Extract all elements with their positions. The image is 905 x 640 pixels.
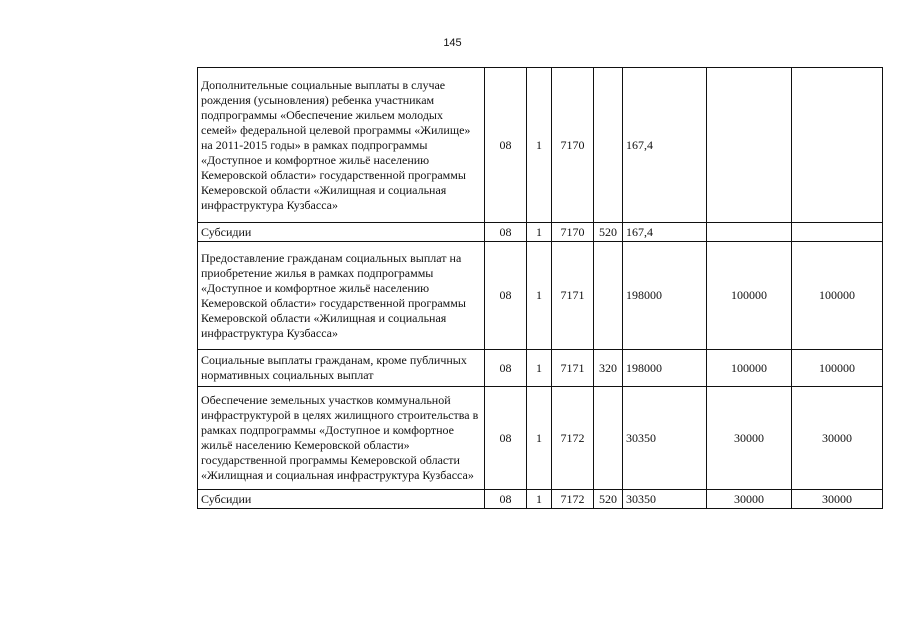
budget-table xyxy=(197,67,883,509)
table-row xyxy=(198,350,883,387)
sum-year-1: 167,4 xyxy=(623,68,707,223)
target-code: 7172 xyxy=(552,490,594,509)
sum-year-2: 100000 xyxy=(707,242,792,350)
target-code: 7172 xyxy=(552,387,594,490)
sum-year-1: 30350 xyxy=(623,387,707,490)
table-row xyxy=(198,387,883,490)
target-code: 7170 xyxy=(552,68,594,223)
expense-type-code xyxy=(594,68,623,223)
sum-year-2: 30000 xyxy=(707,387,792,490)
subsection-code: 1 xyxy=(527,350,552,387)
sum-year-3: 30000 xyxy=(792,490,883,509)
table-row xyxy=(198,242,883,350)
sum-year-1: 198000 xyxy=(623,242,707,350)
expense-type-code: 520 xyxy=(594,490,623,509)
sum-year-3 xyxy=(792,223,883,242)
target-code: 7171 xyxy=(552,350,594,387)
row-name: Социальные выплаты гражданам, кроме публичных нормативных социальных выплат xyxy=(198,350,485,387)
sum-year-2: 100000 xyxy=(707,350,792,387)
target-code: 7171 xyxy=(552,242,594,350)
section-code: 08 xyxy=(485,350,527,387)
row-name: Дополнительные социальные выплаты в случае рождения (усыновления) ребенка участникам подпрограммы «Обеспечение жильем молодых семей» федеральной целевой программы «Жилище» на 2011-2015 годы» в рамках подпрограммы «Доступное и комфортное жильё населению Кемеровской области» государственной программы Кемеровской области «Жилищная и социальная инфраструктура Кузбасса» xyxy=(198,68,485,223)
target-code: 7170 xyxy=(552,223,594,242)
sum-year-3: 30000 xyxy=(792,387,883,490)
page-number: 145 xyxy=(443,37,462,49)
subsection-code: 1 xyxy=(527,68,552,223)
section-code: 08 xyxy=(485,387,527,490)
sum-year-2 xyxy=(707,68,792,223)
table-row xyxy=(198,68,883,223)
expense-type-code xyxy=(594,242,623,350)
section-code: 08 xyxy=(485,68,527,223)
sum-year-1: 198000 xyxy=(623,350,707,387)
sum-year-1: 30350 xyxy=(623,490,707,509)
sum-year-3 xyxy=(792,68,883,223)
subsection-code: 1 xyxy=(527,490,552,509)
expense-type-code: 520 xyxy=(594,223,623,242)
section-code: 08 xyxy=(485,490,527,509)
row-name: Обеспечение земельных участков коммунальной инфраструктурой в целях жилищного строительства в рамках подпрограммы «Доступное и комфортное жильё населению Кемеровской области» государственной программы Кемеровской области «Жилищная и социальная инфраструктура Кузбасса» xyxy=(198,387,485,490)
row-name: Субсидии xyxy=(198,223,485,242)
table-row xyxy=(198,490,883,509)
subsection-code: 1 xyxy=(527,242,552,350)
sum-year-1: 167,4 xyxy=(623,223,707,242)
sum-year-3: 100000 xyxy=(792,350,883,387)
expense-type-code xyxy=(594,387,623,490)
subsection-code: 1 xyxy=(527,387,552,490)
sum-year-3: 100000 xyxy=(792,242,883,350)
table-row xyxy=(198,223,883,242)
row-name: Предоставление гражданам социальных выплат на приобретение жилья в рамках подпрограммы «Доступное и комфортное жильё населению Кемеровской области» государственной программы Кемеровской области «Жилищная и социальная инфраструктура Кузбасса» xyxy=(198,242,485,350)
sum-year-2 xyxy=(707,223,792,242)
row-name: Субсидии xyxy=(198,490,485,509)
sum-year-2: 30000 xyxy=(707,490,792,509)
section-code: 08 xyxy=(485,242,527,350)
subsection-code: 1 xyxy=(527,223,552,242)
section-code: 08 xyxy=(485,223,527,242)
expense-type-code: 320 xyxy=(594,350,623,387)
